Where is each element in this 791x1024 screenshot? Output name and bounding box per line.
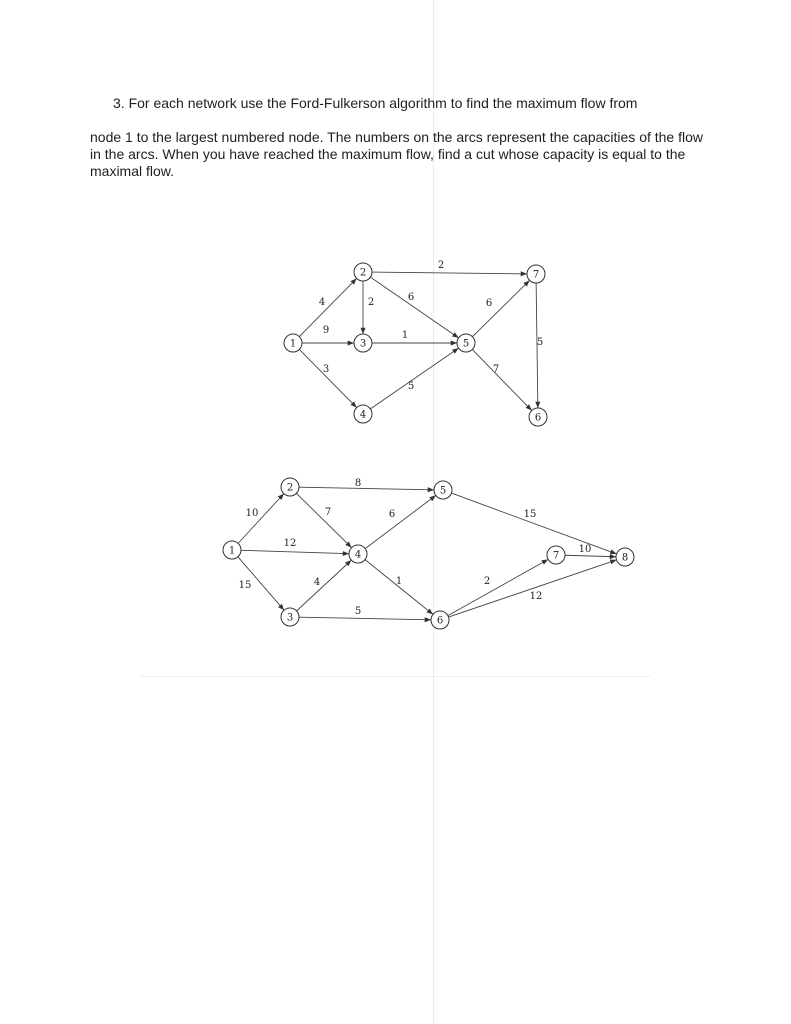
node-3 xyxy=(354,334,372,352)
arc-2-5 xyxy=(299,487,434,490)
arc-3-6 xyxy=(299,617,431,620)
arc-5-8 xyxy=(451,493,616,554)
node-label: 5 xyxy=(439,485,447,497)
node-label: 4 xyxy=(354,549,362,561)
arc-capacity-label: 6 xyxy=(407,292,415,303)
node-label: 6 xyxy=(436,615,444,627)
arc-4-5 xyxy=(365,495,436,548)
node-1 xyxy=(223,541,241,559)
arc-capacity-label: 6 xyxy=(388,509,396,520)
node-8 xyxy=(616,548,634,566)
node-label: 2 xyxy=(286,482,294,494)
arc-4-6 xyxy=(365,560,433,615)
node-label: 8 xyxy=(621,552,629,564)
arc-capacity-label: 1 xyxy=(395,576,403,587)
node-2 xyxy=(281,478,299,496)
arc-2-7 xyxy=(372,272,527,274)
node-label: 7 xyxy=(552,550,560,562)
node-label: 4 xyxy=(359,409,367,421)
arc-capacity-label: 1 xyxy=(401,330,409,341)
problem-number: 3. xyxy=(113,95,125,111)
arc-6-7 xyxy=(448,559,548,615)
node-4 xyxy=(354,405,372,423)
arc-3-4 xyxy=(297,560,352,611)
arc-capacity-label: 7 xyxy=(324,507,332,518)
arc-capacity-label: 12 xyxy=(283,538,297,549)
arc-capacity-label: 4 xyxy=(318,297,326,308)
arc-capacity-label: 5 xyxy=(407,381,415,392)
arc-capacity-label: 2 xyxy=(367,297,375,308)
arc-1-4 xyxy=(299,349,356,407)
arc-1-4 xyxy=(241,550,349,553)
node-label: 5 xyxy=(462,338,470,350)
node-4 xyxy=(349,545,367,563)
arc-capacity-label: 9 xyxy=(322,325,330,336)
node-label: 7 xyxy=(532,269,540,281)
node-6 xyxy=(529,408,547,426)
network-1 xyxy=(284,260,547,426)
node-6 xyxy=(431,611,449,629)
node-1 xyxy=(284,334,302,352)
node-label: 6 xyxy=(534,412,542,424)
arc-capacity-label: 7 xyxy=(492,364,500,375)
arc-capacity-label: 5 xyxy=(354,606,362,617)
problem-body: node 1 to the largest numbered node. The numbers on the arcs represent the capacities of the flow in the arcs. When you have reached the maximum flow, find a cut whose capacity is equal to the maximal flow. xyxy=(90,129,704,179)
node-label: 3 xyxy=(286,612,294,624)
arc-2-4 xyxy=(296,493,351,547)
arc-capacity-label: 15 xyxy=(523,509,537,520)
problem-line1: For each network use the Ford-Fulkerson algorithm to find the maximum flow from xyxy=(128,95,638,111)
network-2 xyxy=(223,478,634,629)
arc-capacity-label: 5 xyxy=(536,337,544,348)
node-label: 3 xyxy=(359,338,367,350)
arc-4-5 xyxy=(370,348,458,409)
arc-5-6 xyxy=(472,349,531,410)
node-2 xyxy=(354,263,372,281)
arc-capacity-label: 3 xyxy=(322,364,330,375)
node-3 xyxy=(281,608,299,626)
arc-capacity-label: 6 xyxy=(485,298,493,309)
node-7 xyxy=(547,546,565,564)
arc-capacity-label: 4 xyxy=(313,577,321,588)
arc-5-7 xyxy=(472,280,529,336)
arc-capacity-label: 12 xyxy=(529,591,543,602)
arc-capacity-label: 2 xyxy=(483,576,491,587)
node-label: 2 xyxy=(359,267,367,279)
arc-capacity-label: 10 xyxy=(245,508,259,519)
node-7 xyxy=(527,265,545,283)
arc-7-8 xyxy=(565,555,616,556)
arc-capacity-label: 10 xyxy=(578,544,592,555)
arc-capacity-label: 8 xyxy=(354,478,362,489)
arc-capacity-label: 15 xyxy=(238,580,252,591)
arc-2-5 xyxy=(367,277,458,338)
node-5 xyxy=(457,334,475,352)
arc-capacity-label: 2 xyxy=(437,260,445,271)
node-label: 1 xyxy=(289,338,297,350)
node-5 xyxy=(434,481,452,499)
node-label: 1 xyxy=(228,545,236,557)
